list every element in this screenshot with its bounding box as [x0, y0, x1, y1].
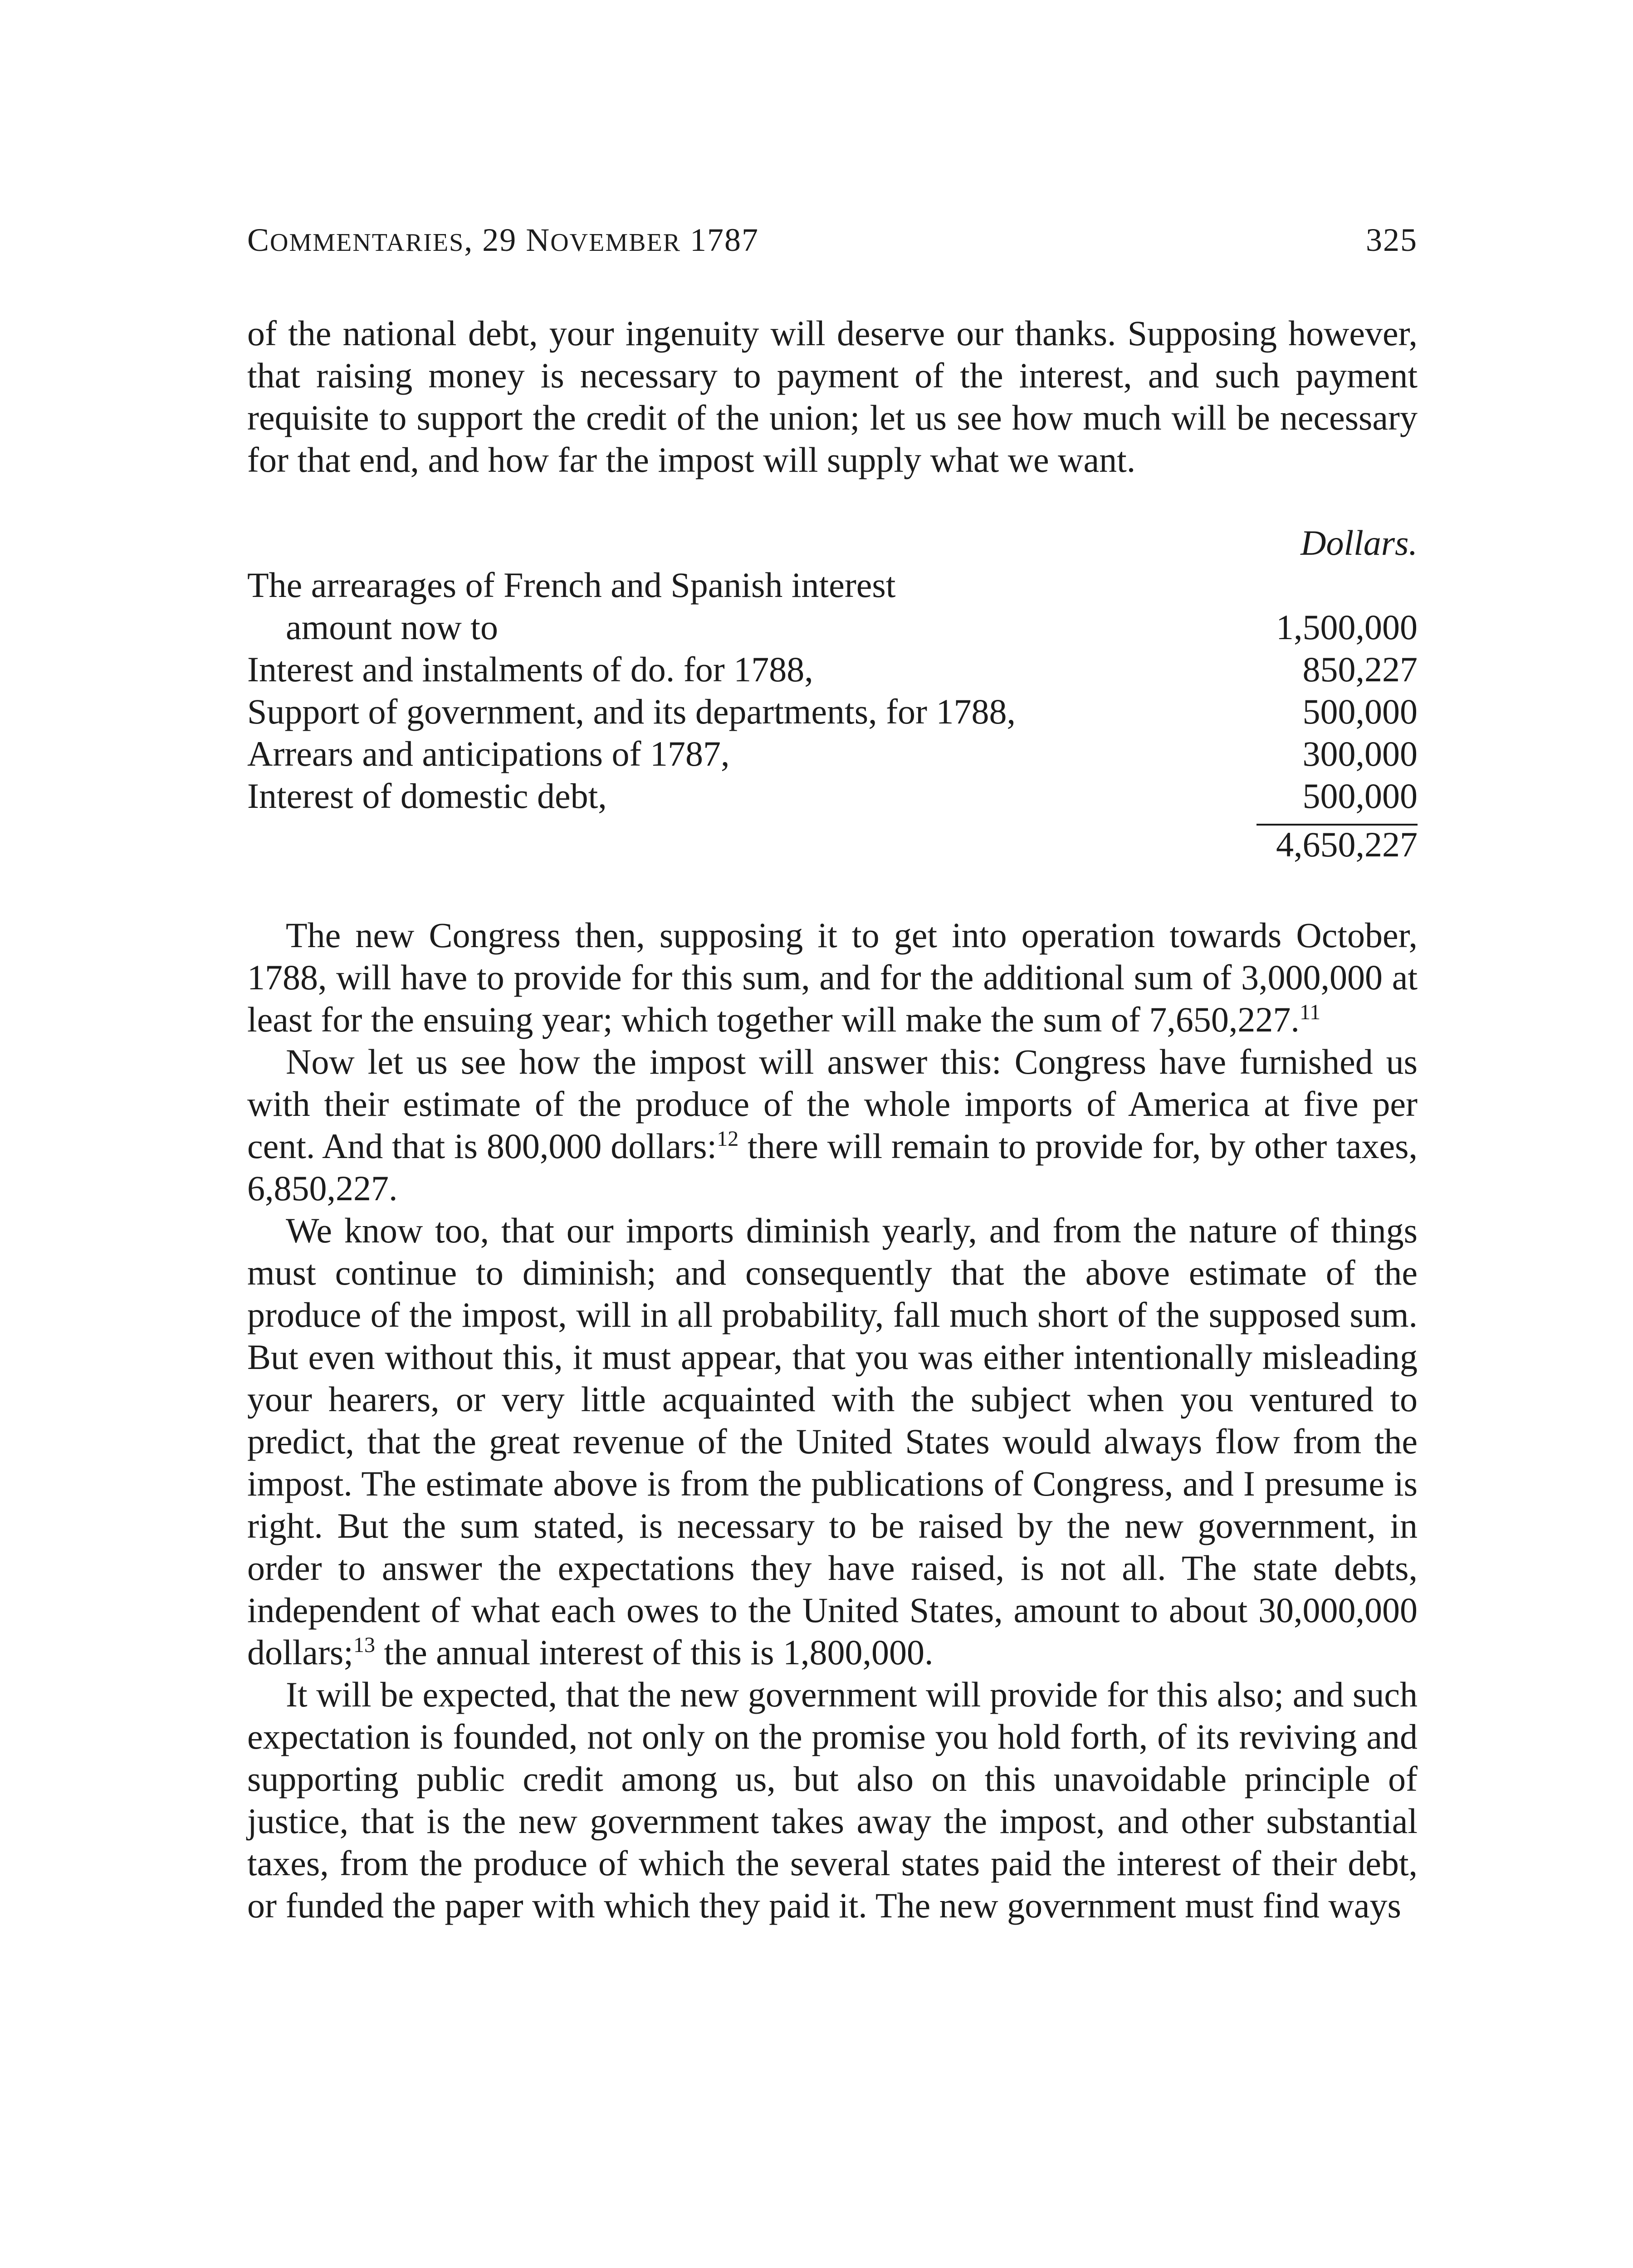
body-text	[247, 914, 1418, 1926]
running-head: COMMENTARIES, 29 NOVEMBER 1787	[247, 222, 759, 258]
row-label: Interest of domestic debt,	[247, 776, 607, 816]
table-row	[247, 564, 1418, 606]
table-row	[247, 775, 1418, 817]
paragraph: Now let us see how the impost will answer this: Congress have furnished us with their estimate of the produce of the whole imports of America at five per cent. And that is 800,000 dollars:$^{12}$ there will remain to provide for, by other taxes, 6,850,227.	[247, 1042, 1418, 1208]
paragraph: It will be expected, that the new government will provide for this also; and such expectation is founded, not only on the promise you hold forth, of its reviving and supporting public credit among us, but also on this unavoidable principle of justice, that is the new government takes away the impost, and other substantial taxes, from the produce of which the several states paid the interest of their debt, or funded the paper with which they paid it. The new government must find ways	[247, 1675, 1418, 1925]
dollars-column-header: Dollars.	[1301, 523, 1418, 562]
row-label: Interest and instalments of do. for 1788,	[247, 650, 813, 689]
page-header	[247, 221, 1418, 262]
row-label: The arrearages of French and Spanish interest	[247, 565, 896, 605]
footnote-ref: 12	[717, 1127, 739, 1151]
footnote-ref: 11	[1299, 1000, 1321, 1024]
total-amount: 4,650,227	[1276, 825, 1418, 864]
intro-paragraph-block	[247, 312, 1418, 481]
table-row	[247, 733, 1418, 775]
table-total-row	[247, 823, 1418, 865]
row-amount: 300,000	[1302, 734, 1418, 773]
debt-table	[247, 522, 1418, 865]
footnote-ref: 13	[353, 1633, 375, 1657]
row-amount: 1,500,000	[1276, 607, 1418, 647]
intro-paragraph: of the national debt, your ingenuity will deserve our thanks. Supposing however, that raising money is necessary to payment of the interest, and such payment requisite to support the credit of the union; let us see how much will be necessary for that end, and how far the impost will supply what we want.	[247, 313, 1418, 479]
paragraph: The new Congress then, supposing it to get into operation towards October, 1788, will have to provide for this sum, and for the additional sum of 3,000,000 at least for the ensuing year; which together will make the sum of 7,650,227.11	[247, 915, 1418, 1039]
table-row	[247, 690, 1418, 733]
table-row	[247, 648, 1418, 690]
row-amount: 500,000	[1302, 776, 1418, 816]
row-label: Arrears and anticipations of 1787,	[247, 734, 730, 773]
page-number: 325	[1366, 222, 1418, 258]
row-label: amount now to	[286, 607, 498, 647]
paragraph: We know too, that our imports diminish yearly, and from the nature of things must continue to diminish; and consequently that the above estimate of the produce of the impost, will in all probability, fall much short of the supposed sum. But even without this, it must appear, that you was either intentionally misleading your hearers, or very little acquainted with the subject when you ventured to predict, that the great revenue of the United States would always flow from the impost. The estimate above is from the publications of Congress, and I presume is right. But the sum stated, is necessary to be raised by the new government, in order to answer the expectations they have raised, is not all. The state debts, independent of what each owes to the United States, amount to about 30,000,000 dollars;$^{13}$ the annual interest of this is 1,800,000.	[247, 1211, 1418, 1672]
row-amount: 850,227	[1302, 650, 1418, 689]
table-header-row	[247, 522, 1418, 564]
row-amount: 500,000	[1302, 692, 1418, 731]
table-row	[247, 606, 1418, 648]
row-label: Support of government, and its departments, for 1788,	[247, 692, 1016, 731]
